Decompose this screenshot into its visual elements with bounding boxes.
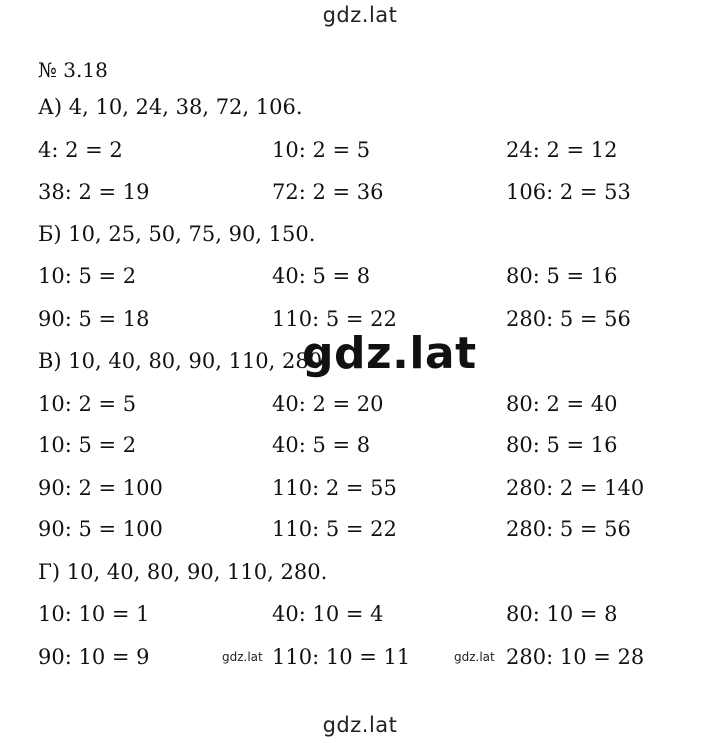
watermark-bottom: gdz.lat xyxy=(322,713,398,737)
equation: 110: 5 = 22 xyxy=(272,517,397,541)
equation: 10: 5 = 2 xyxy=(38,264,137,288)
equation: 24: 2 = 12 xyxy=(506,138,618,162)
section-a-header: А) 4, 10, 24, 38, 72, 106. xyxy=(38,95,303,119)
equation: 10: 10 = 1 xyxy=(38,602,150,626)
equation: 90: 10 = 9 xyxy=(38,645,150,669)
equation: 80: 5 = 16 xyxy=(506,433,618,457)
watermark-top: gdz.lat xyxy=(322,3,398,27)
section-b-header: Б) 10, 25, 50, 75, 90, 150. xyxy=(38,222,316,246)
equation: 106: 2 = 53 xyxy=(506,180,631,204)
equation: 80: 2 = 40 xyxy=(506,392,618,416)
equation: 38: 2 = 19 xyxy=(38,180,150,204)
equation: 80: 5 = 16 xyxy=(506,264,618,288)
equation: 10: 5 = 2 xyxy=(38,433,137,457)
equation: 90: 5 = 100 xyxy=(38,517,163,541)
section-v-header: В) 10, 40, 80, 90, 110, 280. xyxy=(38,349,329,373)
equation: 40: 2 = 20 xyxy=(272,392,384,416)
equation: 90: 2 = 100 xyxy=(38,476,163,500)
equation: 280: 5 = 56 xyxy=(506,307,631,331)
equation: 90: 5 = 18 xyxy=(38,307,150,331)
equation: 40: 5 = 8 xyxy=(272,264,371,288)
equation: 40: 10 = 4 xyxy=(272,602,384,626)
problem-number: № 3.18 xyxy=(38,58,108,82)
equation: 4: 2 = 2 xyxy=(38,138,123,162)
equation: 10: 2 = 5 xyxy=(38,392,137,416)
equation: 280: 2 = 140 xyxy=(506,476,645,500)
watermark-small: gdz.lat xyxy=(222,650,263,664)
equation: 80: 10 = 8 xyxy=(506,602,618,626)
equation: 110: 2 = 55 xyxy=(272,476,397,500)
equation: 280: 10 = 28 xyxy=(506,645,645,669)
equation: 110: 5 = 22 xyxy=(272,307,397,331)
section-g-header: Г) 10, 40, 80, 90, 110, 280. xyxy=(38,560,328,584)
equation: 110: 10 = 11 xyxy=(272,645,411,669)
equation: 10: 2 = 5 xyxy=(272,138,371,162)
equation: 72: 2 = 36 xyxy=(272,180,384,204)
equation: 280: 5 = 56 xyxy=(506,517,631,541)
watermark-small: gdz.lat xyxy=(454,650,495,664)
equation: 40: 5 = 8 xyxy=(272,433,371,457)
watermark-center: gdz.lat xyxy=(302,328,477,379)
